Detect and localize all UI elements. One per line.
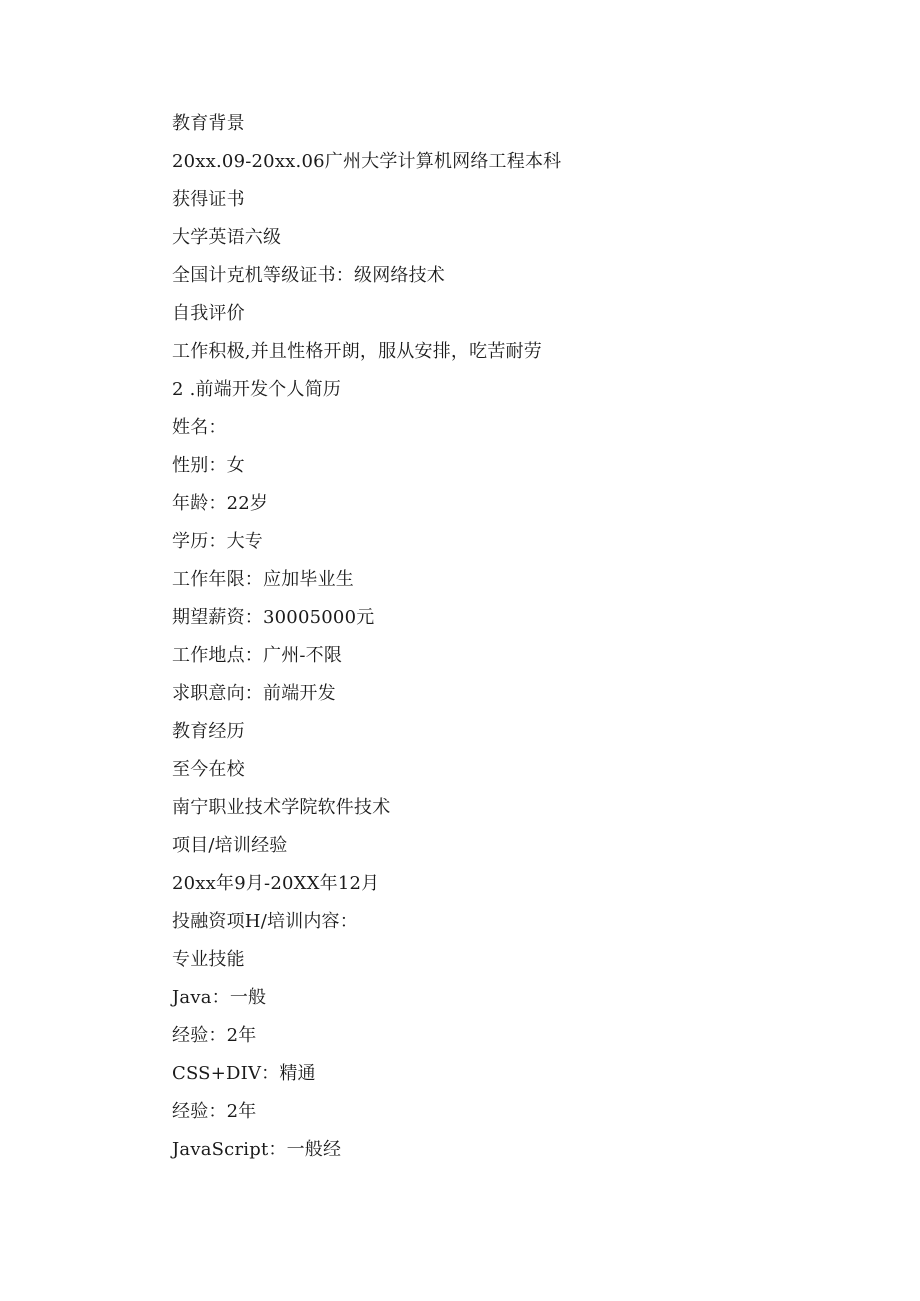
section-heading-projects: 项目/培训经验 bbox=[172, 835, 288, 856]
section-heading-skills: 专业技能 bbox=[172, 949, 245, 970]
field-work-years: 工作年限：应加毕业生 bbox=[172, 569, 354, 590]
section-heading-education-history: 教育经历 bbox=[172, 721, 245, 742]
skill-experience: 经验：2年 bbox=[172, 1025, 257, 1046]
education-period: 至今在校 bbox=[172, 759, 245, 780]
project-content: 投融资项H/培训内容： bbox=[172, 911, 358, 932]
skill-item: CSS+DIV：精通 bbox=[172, 1063, 316, 1084]
field-age: 年龄：22岁 bbox=[172, 493, 269, 514]
resume-title: 2 .前端开发个人简历 bbox=[172, 379, 342, 400]
certificate-item: 全国计克机等级证书：级网络技术 bbox=[172, 265, 445, 286]
field-work-location: 工作地点：广州-不限 bbox=[172, 645, 343, 666]
field-job-intention: 求职意向：前端开发 bbox=[172, 683, 336, 704]
field-name: 姓名： bbox=[172, 417, 227, 438]
skill-item: Java：一般 bbox=[172, 987, 267, 1008]
field-expected-salary: 期望薪资：30005000元 bbox=[172, 607, 375, 628]
skill-experience: 经验：2年 bbox=[172, 1101, 257, 1122]
self-evaluation-text: 工作积极,并且性格开朗，服从安排，吃苦耐劳 bbox=[172, 341, 542, 362]
field-education-level: 学历：大专 bbox=[172, 531, 263, 552]
section-heading-certificates: 获得证书 bbox=[172, 189, 245, 210]
section-heading-self-evaluation: 自我评价 bbox=[172, 303, 245, 324]
education-entry: 20xx.09-20xx.06广州大学计算机网络工程本科 bbox=[172, 151, 562, 172]
section-heading-education-background: 教育背景 bbox=[172, 113, 245, 134]
skill-item: JavaScript：一般经 bbox=[172, 1139, 342, 1160]
field-gender: 性别：女 bbox=[172, 455, 245, 476]
document-body bbox=[172, 108, 872, 1172]
project-period: 20xx年9月-20XX年12月 bbox=[172, 873, 380, 894]
certificate-item: 大学英语六级 bbox=[172, 227, 282, 248]
education-school: 南宁职业技术学院软件技术 bbox=[172, 797, 391, 818]
